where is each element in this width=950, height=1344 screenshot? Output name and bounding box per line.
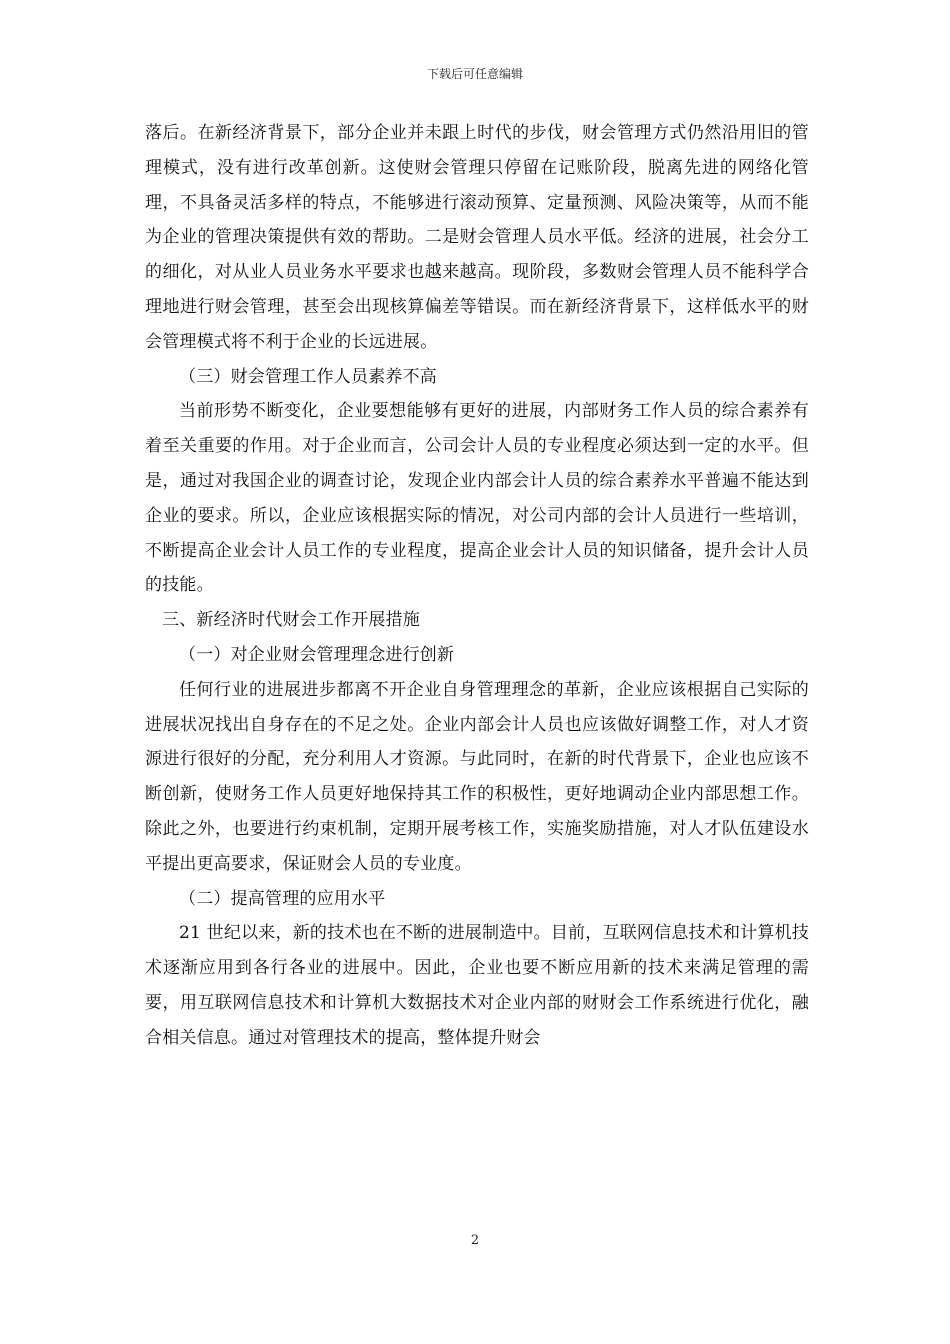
chapter-heading-3: 三、新经济时代财会工作开展措施 xyxy=(162,610,420,631)
section-heading-3: （三）财会管理工作人员素养不高 xyxy=(179,366,437,387)
paragraph-3: 任何行业的进展进步都离不开企业自身管理理念的革新，企业应该根据自己实际的进展状况找出自身存在的不足之处。企业内部会计人员也应该做好调整工作，对人才资源进行很好的分配，充分利用人才资源。与此同时，在新的时代背景下，企业也应该不断创新，使财务工作人员更好地保持其工作的积极性，更好地调动企业内部思想工作。除此之外，也要进行约束机制，定期开展考核工作，实施奖励措施，对人才队伍建设水平提出更高要求，保证财会人员的专业度。 xyxy=(145,679,809,874)
paragraph-2: 当前形势不断变化，企业要想能够有更好的进展，内部财务工作人员的综合素养有着至关重要的作用。对于企业而言，公司会计人员的专业程度必须达到一定的水平。但是，通过对我国企业的调查讨论，发现企业内部会计人员的综合素养水平普遍不能达到企业的要求。所以，企业应该根据实际的情况，对公司内部的会计人员进行一些培训，不断提高企业会计人员工作的专业程度，提高企业会计人员的知识储备，提升会计人员的技能。 xyxy=(145,401,809,596)
section-heading-3-2: （二）提高管理的应用水平 xyxy=(179,888,386,909)
document-body xyxy=(145,116,809,1056)
page-number: 2 xyxy=(470,1233,480,1248)
section-heading-3-1: （一）对企业财会管理理念进行创新 xyxy=(179,644,455,665)
paragraph-4: 21 世纪以来，新的技术也在不断的进展制造中。目前，互联网信息技术和计算机技术逐渐应用到各行各业的进展中。因此，企业也要不断应用新的技术来满足管理的需要，用互联网信息技术和计算机大数据技术对企业内部的财财会工作系统进行优化，融合相关信息。通过对管理技术的提高，整体提升财会 xyxy=(145,923,809,1048)
paragraph-1: 落后。在新经济背景下，部分企业并未跟上时代的步伐，财会管理方式仍然沿用旧的管理模式，没有进行改革创新。这使财会管理只停留在记账阶段，脱离先进的网络化管理，不具备灵活多样的特点，不能够进行滚动预算、定量预测、风险决策等，从而不能为企业的管理决策提供有效的帮助。二是财会管理人员水平低。经济的进展，社会分工的细化，对从业人员业务水平要求也越来越高。现阶段，多数财会管理人员不能科学合理地进行财会管理，甚至会出现核算偏差等错误。而在新经济背景下，这样低水平的财会管理模式将不利于企业的长远进展。 xyxy=(145,123,809,352)
page-header: 下载后可任意编辑 xyxy=(426,67,523,81)
